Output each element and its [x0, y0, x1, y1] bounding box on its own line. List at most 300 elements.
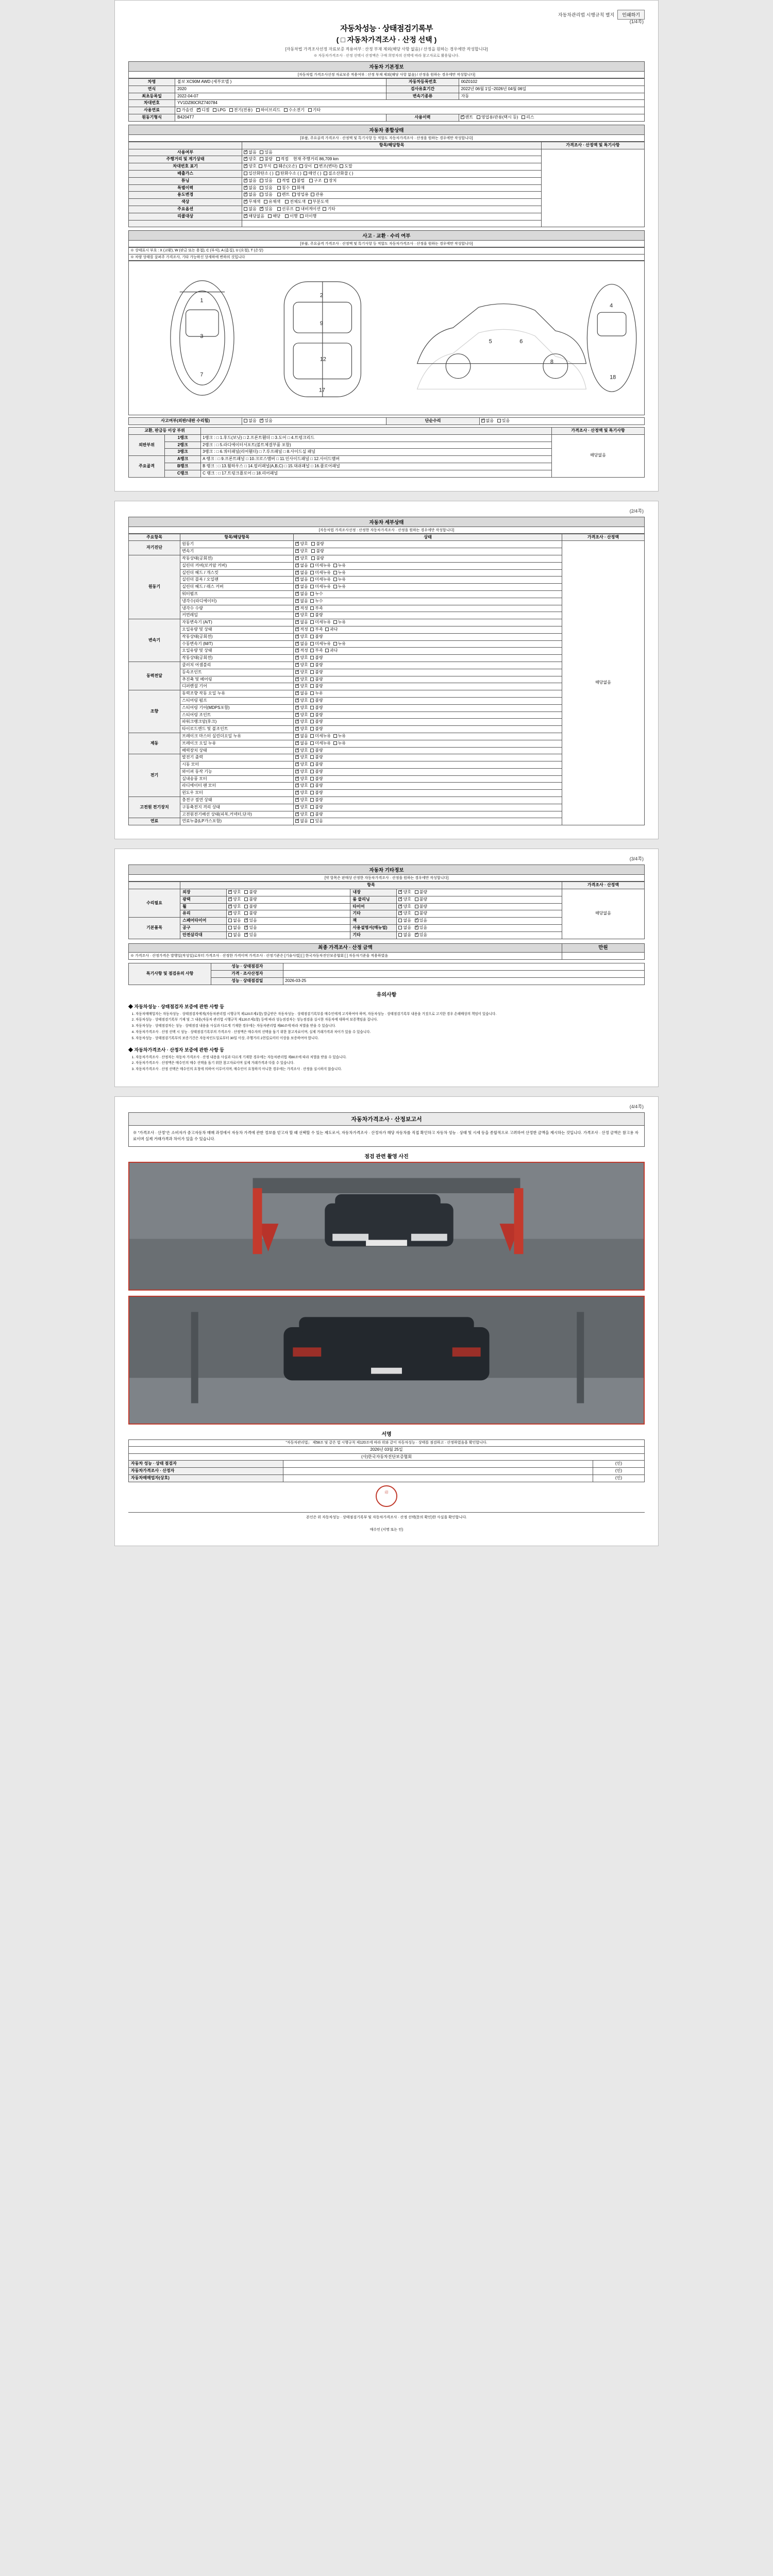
checkbox-trans-2-bad[interactable] [310, 635, 314, 638]
checkbox-accident-yes[interactable] [260, 419, 263, 422]
checkbox-recall-done[interactable] [285, 214, 289, 218]
checkbox-steer-1-good[interactable] [295, 699, 299, 702]
checkbox-brake-2-good[interactable] [295, 749, 299, 752]
checkbox-ext-0-0b-good[interactable] [398, 890, 402, 894]
extra-state-1-2[interactable] [227, 931, 350, 939]
state-elec-0[interactable] [294, 754, 562, 761]
checkbox-trans-3-none[interactable] [295, 642, 299, 646]
checkbox-simple-yes[interactable] [497, 419, 501, 422]
checkbox-fuel-hybrid[interactable] [256, 108, 260, 112]
state-power-3[interactable] [294, 683, 562, 690]
inner-items-c[interactable]: C 랭크 : □ 17.트렁크플로어 □ 18.리어패널 [201, 470, 552, 477]
inspection-photo-front[interactable] [128, 1162, 645, 1291]
checkbox-tuning-yes[interactable] [260, 179, 263, 182]
opt-selfdiag-trans-1: 불량 [316, 549, 324, 554]
group-transmission: 변속기 [129, 619, 180, 662]
group-powertrain: 동력전달 [129, 662, 180, 690]
vehicle-damage-diagram[interactable] [128, 261, 645, 415]
checkbox-ext-0-3-good[interactable] [228, 911, 232, 915]
checkbox-steer-1-bad[interactable] [310, 699, 314, 702]
overall-sub-8-2: 기타 [327, 206, 335, 211]
extra-label-1-0b: 잭 [350, 918, 397, 925]
extra-state-0-0[interactable] [227, 889, 350, 896]
extra-state-1-1[interactable] [227, 925, 350, 932]
opt-engine-1-1: 미세누유 [315, 563, 331, 568]
checkbox-steer-5-good[interactable] [295, 727, 299, 731]
checkbox-engine-4-minor[interactable] [310, 585, 314, 588]
row-power-3: 디퍼렌셜 기어 [180, 683, 294, 690]
state-hv-2[interactable] [294, 811, 562, 818]
checkbox-tuning-legal[interactable] [277, 179, 281, 182]
checkbox-fuelleak-none[interactable] [295, 819, 299, 823]
checkbox-trans-5-good[interactable] [295, 656, 299, 659]
checkbox-tuning-device[interactable] [324, 179, 328, 182]
opt-engine-7-0: 적정 [300, 605, 308, 611]
checkbox-trans-1-ok[interactable] [295, 628, 299, 631]
extra-state-0-1b[interactable] [397, 896, 562, 903]
state-selfdiag-engine[interactable] [294, 541, 562, 548]
checkbox-ext-1-0b-none[interactable] [398, 919, 402, 922]
checkbox-engine-4-leak[interactable] [333, 585, 337, 588]
checkbox-special-yes[interactable] [260, 186, 263, 190]
checkbox-elec-4-good[interactable] [295, 784, 299, 787]
checkbox-steer-5-bad[interactable] [310, 727, 314, 731]
checkbox-purpose-yes[interactable] [260, 193, 263, 196]
inspector-value-1[interactable] [283, 971, 645, 978]
checkbox-fuel-diesel[interactable] [197, 108, 200, 112]
state-trans-3[interactable] [294, 640, 562, 648]
checkbox-ext-0-0b-bad[interactable] [415, 890, 418, 894]
checkbox-ext-0-1-good[interactable] [228, 897, 232, 901]
row-engine-4: 실린더 헤드 / 래스 커버 [180, 584, 294, 591]
checkbox-engine-2-none[interactable] [295, 571, 299, 574]
sign-value-2[interactable] [283, 1475, 593, 1482]
checkbox-color-partial[interactable] [308, 200, 312, 204]
checkbox-brake-0-leak[interactable] [333, 734, 337, 738]
sign-label-1: 자동차가격조사 · 산정자 [129, 1468, 283, 1475]
checkbox-steer-0-none[interactable] [295, 691, 299, 695]
overall-opt-4-1: 있음 [264, 178, 273, 183]
state-steer-1[interactable] [294, 697, 562, 704]
checkbox-emission-nox[interactable] [324, 172, 327, 175]
overall-row-opts-1[interactable] [242, 156, 542, 163]
checkbox-trans-4-low[interactable] [310, 649, 314, 652]
checkbox-selfdiag-engine-bad[interactable] [311, 542, 315, 546]
state-steer-0[interactable] [294, 690, 562, 698]
checkbox-ext-0-2b-good[interactable] [398, 905, 402, 908]
checkbox-steer-0-leak[interactable] [310, 691, 314, 695]
checkbox-ext-0-2-bad[interactable] [244, 905, 248, 908]
state-power-0[interactable] [294, 662, 562, 669]
opt-engine-4-2: 누유 [338, 584, 346, 589]
state-elec-4[interactable] [294, 783, 562, 790]
checkbox-brake-0-none[interactable] [295, 734, 299, 738]
overall-row-opts-3[interactable] [242, 170, 542, 177]
checkbox-tuning-none[interactable] [244, 179, 247, 182]
checkbox-color-full[interactable] [285, 200, 289, 204]
checkbox-emission-co[interactable] [244, 172, 247, 175]
state-steer-4[interactable] [294, 719, 562, 726]
checkbox-ext-0-0-bad[interactable] [244, 890, 248, 894]
checkbox-vin-corrosion[interactable] [259, 164, 262, 168]
overall-row-opts-8[interactable] [242, 206, 542, 213]
overall-row-opts-4[interactable] [242, 177, 542, 184]
checkbox-color-achromatic[interactable] [244, 200, 247, 204]
inspector-table [128, 963, 645, 985]
row-engine-2: 실린더 헤드 / 개스킷 [180, 569, 294, 577]
state-elec-1[interactable] [294, 761, 562, 769]
use-history-options[interactable] [459, 114, 644, 121]
checkbox-use-lease[interactable] [522, 115, 525, 119]
checkbox-steer-4-bad[interactable] [310, 720, 314, 723]
checkbox-ext-0-1b-good[interactable] [398, 897, 402, 901]
checkbox-engine-6-none[interactable] [295, 599, 299, 603]
checkbox-selfdiag-trans-bad[interactable] [311, 549, 315, 553]
checkbox-hv-2-bad[interactable] [310, 812, 314, 816]
checkbox-engine-0-bad[interactable] [311, 556, 315, 560]
checkbox-tuning-illegal[interactable] [292, 179, 296, 182]
checkbox-ext-0-1b-bad[interactable] [415, 897, 418, 901]
checkbox-elec-2-bad[interactable] [310, 770, 314, 773]
checkbox-odo-good[interactable] [244, 157, 247, 161]
checkbox-engine-3-minor[interactable] [310, 578, 314, 581]
overall-col-right: 가격조사 · 산정액 및 특기사항 [541, 142, 644, 149]
checkbox-engine-1-minor[interactable] [310, 564, 314, 567]
checkbox-special-flood[interactable] [277, 186, 281, 190]
checkbox-engine-5-none[interactable] [295, 592, 299, 596]
state-elec-2[interactable] [294, 768, 562, 775]
checkbox-elec-5-bad[interactable] [310, 791, 314, 794]
checkbox-engine-0-good[interactable] [295, 556, 299, 560]
opt-selfdiag-engine-0: 양호 [300, 541, 308, 547]
sign-label-2: 자동차매매업자(상호) [129, 1475, 283, 1482]
overall-row-opts-0[interactable] [242, 149, 542, 156]
state-elec-3[interactable] [294, 775, 562, 783]
checkbox-special-none[interactable] [244, 186, 247, 190]
state-engine-7[interactable] [294, 605, 562, 612]
final-price-value[interactable] [562, 953, 644, 960]
checkbox-elec-0-bad[interactable] [310, 755, 314, 759]
checkbox-steer-4-good[interactable] [295, 720, 299, 723]
state-fuel-0[interactable] [294, 818, 562, 825]
state-trans-0[interactable] [294, 619, 562, 626]
checkbox-elec-2-good[interactable] [295, 770, 299, 773]
state-brake-0[interactable] [294, 733, 562, 740]
checkbox-brake-2-bad[interactable] [310, 749, 314, 752]
inner-items-a[interactable]: A 랭크 : □ 9.프론트패널 □ 10.크로스맴버 □ 11.인사이드패널 □ 12.사이드맴버 [201, 456, 552, 463]
svg-text:9: 9 [320, 320, 323, 327]
checkbox-engine-4-none[interactable] [295, 585, 299, 588]
checkbox-use-commercial[interactable] [477, 115, 480, 119]
outer-items-1[interactable]: 1랭크 : □ 1.후드(보닛) □ 2.프론트휀더 □ 3.도어 □ 4.트렁크리드 [201, 434, 552, 442]
checkbox-elec-0-good[interactable] [295, 755, 299, 759]
checkbox-trans-0-leak[interactable] [333, 620, 337, 624]
extra-state-0-3[interactable] [227, 910, 350, 918]
extra-state-1-0b[interactable] [397, 918, 562, 925]
checkbox-trans-0-minor[interactable] [310, 620, 314, 624]
overall-opt-5-0: 없음 [248, 185, 257, 190]
checkbox-engine-8-good[interactable] [295, 613, 299, 617]
checkbox-steer-2-bad[interactable] [310, 706, 314, 709]
page-1 [114, 0, 659, 492]
extra-state-1-1b[interactable] [397, 925, 562, 932]
checkbox-special-fire[interactable] [292, 186, 296, 190]
checkbox-engine-6-leak[interactable] [310, 599, 314, 603]
checkbox-option-yes[interactable] [260, 207, 263, 211]
state-trans-1[interactable] [294, 626, 562, 633]
sign-value-0[interactable] [283, 1461, 593, 1468]
checkbox-fuel-ev[interactable] [229, 108, 233, 112]
checkbox-elec-1-good[interactable] [295, 762, 299, 766]
outer-items-2[interactable]: 2랭크 : □ 5.라디에이터서포트(볼트체결부품 포함) [201, 442, 552, 449]
checkbox-trans-5-bad[interactable] [310, 656, 314, 659]
checkbox-ext-0-2-good[interactable] [228, 905, 232, 908]
group-hv: 고전원 전기장치 [129, 797, 180, 818]
checkbox-selfdiag-trans-good[interactable] [295, 549, 299, 553]
checkbox-odo-ok[interactable] [276, 157, 280, 161]
checkbox-simple-none[interactable] [481, 419, 485, 422]
checkbox-power-3-good[interactable] [295, 684, 299, 688]
extra-state-1-0[interactable] [227, 918, 350, 925]
checkbox-vin-alter[interactable] [314, 164, 318, 168]
checkbox-trans-3-minor[interactable] [310, 642, 314, 646]
checkbox-purpose-gov[interactable] [311, 193, 314, 196]
checkbox-power-3-bad[interactable] [310, 684, 314, 688]
checkbox-recall-yes[interactable] [268, 214, 272, 218]
checkbox-option-none[interactable] [244, 207, 247, 211]
state-hv-1[interactable] [294, 804, 562, 811]
checkbox-ext-1-1b-none[interactable] [398, 926, 402, 929]
checkbox-power-0-good[interactable] [295, 663, 299, 667]
checkbox-ext-0-0-good[interactable] [228, 890, 232, 894]
checkbox-option-nav[interactable] [296, 207, 299, 211]
overall-row-opts-7[interactable] [242, 199, 542, 206]
checkbox-fuel-gasoline[interactable] [177, 108, 180, 112]
checkbox-elec-1-bad[interactable] [310, 762, 314, 766]
checkbox-color-chromatic[interactable] [264, 200, 267, 204]
checkbox-fuel-etc[interactable] [308, 108, 312, 112]
checkbox-steer-3-good[interactable] [295, 713, 299, 717]
checkbox-ext-0-2b-bad[interactable] [415, 905, 418, 908]
state-engine-2[interactable] [294, 569, 562, 577]
checkbox-trans-4-ok[interactable] [295, 649, 299, 652]
checkbox-hv-0-bad[interactable] [310, 798, 314, 802]
checkbox-brake-1-leak[interactable] [333, 741, 337, 745]
checkbox-ext-1-2-yes[interactable] [244, 933, 248, 937]
state-brake-1[interactable] [294, 740, 562, 747]
checkbox-engine-2-leak[interactable] [333, 571, 337, 574]
checkbox-power-2-good[interactable] [295, 677, 299, 681]
checkbox-ext-0-3b-good[interactable] [398, 911, 402, 915]
checkbox-accident-none[interactable] [244, 419, 247, 422]
checkbox-selfdiag-engine-good[interactable] [295, 542, 299, 546]
overall-opt-9-1: 해당 [272, 213, 281, 218]
checkbox-engine-2-minor[interactable] [310, 571, 314, 574]
state-steer-2[interactable] [294, 704, 562, 711]
overall-row-opts-2[interactable] [242, 163, 542, 171]
checkbox-option-etc[interactable] [323, 207, 326, 211]
checkbox-trans-1-low[interactable] [310, 628, 314, 631]
state-engine-4[interactable] [294, 584, 562, 591]
row-trans-3: 수동변속기 (M/T) [180, 640, 294, 648]
checkbox-power-1-bad[interactable] [310, 670, 314, 674]
checkbox-trans-1-high[interactable] [325, 628, 329, 631]
state-hv-0[interactable] [294, 797, 562, 804]
checkbox-ext-1-2-none[interactable] [228, 933, 232, 937]
state-trans-5[interactable] [294, 655, 562, 662]
checkbox-fuelleak-yes[interactable] [310, 819, 314, 823]
accident-summary-options[interactable] [242, 418, 386, 425]
checkbox-engine-7-low[interactable] [310, 606, 314, 610]
checkbox-ext-0-1-bad[interactable] [244, 897, 248, 901]
state-power-2[interactable] [294, 676, 562, 683]
opt-engine-6-0: 없음 [300, 598, 308, 603]
checkbox-purpose-none[interactable] [244, 193, 247, 196]
checkbox-trans-0-none[interactable] [295, 620, 299, 624]
print-button[interactable]: 인쇄하기 [617, 10, 645, 20]
manual-s2-item-2: 3. 자동차가격조사 · 산정 선택은 매수인의 요청에 의하여 이루어지며, 매수인이 요청하지 아니한 경우에는 가격조사 · 산정을 실시하지 않습니다. [136, 1067, 645, 1072]
checkbox-ext-0-3b-bad[interactable] [415, 911, 418, 915]
fuel-options[interactable] [175, 107, 645, 114]
checkbox-ext-1-2b-yes[interactable] [415, 933, 418, 937]
checkbox-vin-damage[interactable] [274, 164, 277, 168]
opt-elec-1-1: 불량 [315, 762, 323, 767]
checkbox-ext-0-3-bad[interactable] [244, 911, 248, 915]
checkbox-engine-8-bad[interactable] [310, 613, 314, 617]
checkbox-recall-notdone[interactable] [300, 214, 304, 218]
checkbox-fuel-hydrogen[interactable] [284, 108, 288, 112]
checkbox-power-0-bad[interactable] [310, 663, 314, 667]
extra-label-0-2b: 타이어 [350, 903, 397, 910]
state-trans-4[interactable] [294, 648, 562, 655]
state-selfdiag-trans[interactable] [294, 548, 562, 555]
checkbox-ext-1-0b-yes[interactable] [415, 919, 418, 922]
checkbox-use-rent[interactable] [461, 115, 464, 119]
extra-state-0-2[interactable] [227, 903, 350, 910]
checkbox-engine-1-leak[interactable] [333, 564, 337, 567]
overall-row-opts-6[interactable] [242, 192, 542, 199]
checkbox-brake-0-minor[interactable] [310, 734, 314, 738]
group-steering: 조향 [129, 690, 180, 733]
extra-state-0-1[interactable] [227, 896, 350, 903]
checkbox-power-1-good[interactable] [295, 670, 299, 674]
opt-ext-1-0b-1: 있음 [419, 918, 428, 923]
outer-items-3[interactable]: 3랭크 : □ 6.쿼터패널(리어휀더) □ 7.루프패널 □ 8.사이드실 패널 [201, 449, 552, 456]
checkbox-trans-3-leak[interactable] [333, 642, 337, 646]
extra-state-1-2b[interactable] [397, 931, 562, 939]
state-steer-3[interactable] [294, 711, 562, 719]
opt-brake-1-0: 없음 [300, 740, 308, 745]
overall-row-opts-9[interactable] [242, 213, 542, 220]
state-brake-2[interactable] [294, 747, 562, 754]
inspector-value-0[interactable] [283, 963, 645, 971]
checkbox-power-2-bad[interactable] [310, 677, 314, 681]
checkbox-hv-0-good[interactable] [295, 798, 299, 802]
checkbox-trans-2-good[interactable] [295, 635, 299, 638]
checkbox-ext-1-0-yes[interactable] [244, 919, 248, 922]
checkbox-purpose-biz[interactable] [292, 193, 296, 196]
simple-repair-options[interactable] [479, 418, 644, 425]
checkbox-odo-bad[interactable] [260, 157, 263, 161]
checkbox-elec-3-good[interactable] [295, 777, 299, 781]
checkbox-engine-7-ok[interactable] [295, 606, 299, 610]
checkbox-emission-smoke[interactable] [304, 172, 307, 175]
inspection-photo-rear[interactable] [128, 1296, 645, 1425]
opt-trans-0-0: 없음 [300, 620, 308, 625]
checkbox-vin-paint[interactable] [340, 164, 343, 168]
checkbox-ext-1-1-none[interactable] [228, 926, 232, 929]
state-engine-0[interactable] [294, 555, 562, 562]
checkbox-elec-5-good[interactable] [295, 791, 299, 794]
checkbox-option-sunroof[interactable] [277, 207, 281, 211]
checkbox-brake-1-none[interactable] [295, 741, 299, 745]
checkbox-tuning-structure[interactable] [309, 179, 313, 182]
checkbox-recall-na[interactable] [244, 214, 247, 218]
inner-items-b[interactable]: B 랭크 : □ 13.휠하우스 □ 14.필러패널(A,B,C) □ 15.대쉬패널 □ 16.플로어패널 [201, 463, 552, 470]
checkbox-emission-hc[interactable] [276, 172, 279, 175]
checkbox-ext-1-1-yes[interactable] [244, 926, 248, 929]
checkbox-engine-3-none[interactable] [295, 578, 299, 581]
checkbox-elec-4-bad[interactable] [310, 784, 314, 787]
checkbox-ext-1-1b-yes[interactable] [415, 926, 418, 929]
checkbox-hv-1-bad[interactable] [310, 805, 314, 809]
basic-info-table [128, 78, 645, 122]
checkbox-vin-good[interactable] [244, 164, 247, 168]
checkbox-trans-4-high[interactable] [325, 649, 329, 652]
official-seal-stamp: 印 [376, 1485, 397, 1507]
state-steer-5[interactable] [294, 726, 562, 733]
checkbox-ext-1-2b-none[interactable] [398, 933, 402, 937]
checkbox-engine-3-leak[interactable] [333, 578, 337, 581]
overall-row-label-4: 튜닝 [129, 177, 242, 184]
sign-value-1[interactable] [283, 1468, 593, 1475]
checkbox-engine-1-none[interactable] [295, 564, 299, 567]
overall-opt-1-0: 양호 [248, 157, 257, 162]
state-engine-8[interactable] [294, 612, 562, 619]
state-engine-5[interactable] [294, 590, 562, 598]
extra-state-0-3b[interactable] [397, 910, 562, 918]
checkbox-fuel-lpg[interactable] [213, 108, 216, 112]
extra-right-value: 해당없음 [562, 889, 644, 939]
extra-label-1-0: 스페어타이어 [180, 918, 227, 925]
checkbox-hv-2-good[interactable] [295, 812, 299, 816]
checkbox-ext-1-0-none[interactable] [228, 919, 232, 922]
checkbox-brake-1-minor[interactable] [310, 741, 314, 745]
checkbox-purpose-rent[interactable] [277, 193, 281, 196]
manual-s1-item-1: 2. 자동차성능 · 상태점검기록부 기재 및 그 내용(자동차 관리법 시행규칙 제120조제1항) 등에 따라 성능점검자는 성능점검을 실시한 자동차에 대하여 보증책임을 집니다. [136, 1018, 645, 1023]
state-engine-1[interactable] [294, 562, 562, 569]
checkbox-hv-1-good[interactable] [295, 805, 299, 809]
checkbox-engine-5-leak[interactable] [310, 592, 314, 596]
checkbox-usage-yes[interactable] [260, 150, 263, 154]
state-engine-3[interactable] [294, 577, 562, 584]
checkbox-steer-2-good[interactable] [295, 706, 299, 709]
extra-state-0-0b[interactable] [397, 889, 562, 896]
overall-opt-3-1: 탄화수소 ( ) [280, 171, 301, 176]
state-trans-2[interactable] [294, 633, 562, 640]
extra-state-0-2b[interactable] [397, 903, 562, 910]
checkbox-steer-3-bad[interactable] [310, 713, 314, 717]
extra-label-1-2: 안전삼각대 [180, 931, 227, 939]
opt-ext-1-2-0: 없음 [233, 932, 241, 937]
checkbox-elec-3-bad[interactable] [310, 777, 314, 781]
overall-row-opts-5[interactable] [242, 184, 542, 192]
state-elec-5[interactable] [294, 790, 562, 797]
state-engine-6[interactable] [294, 598, 562, 605]
state-power-1[interactable] [294, 669, 562, 676]
checkbox-usage-none[interactable] [244, 150, 247, 154]
checkbox-vin-diff[interactable] [299, 164, 303, 168]
